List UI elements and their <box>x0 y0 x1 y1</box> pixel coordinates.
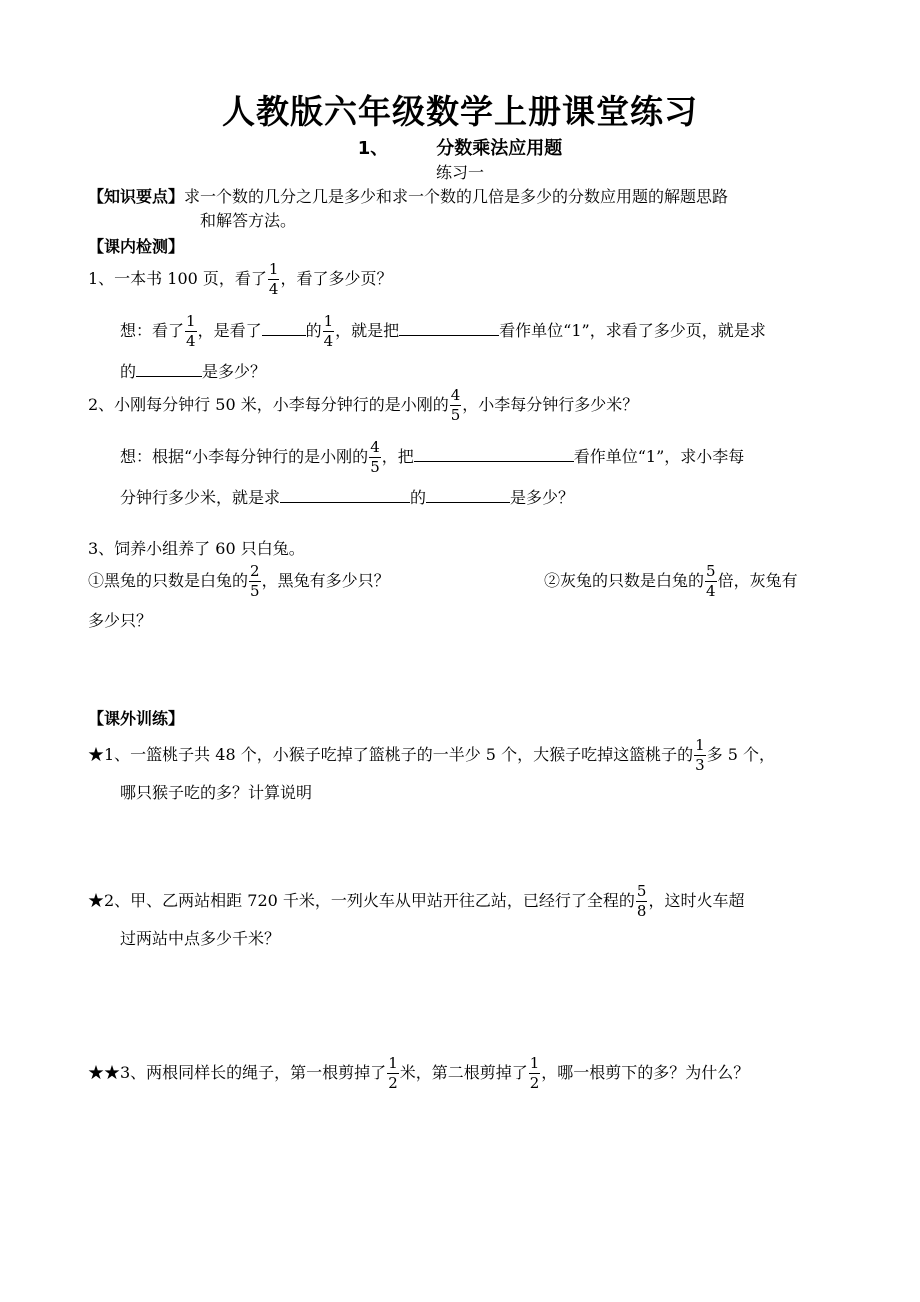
q1-fraction <box>268 262 280 297</box>
extra-q3-fraction-2 <box>529 1056 541 1091</box>
q3-part1-fraction <box>249 564 261 599</box>
in-class-q3-intro: 3、饲养小组养了 60 只白兔。 <box>88 539 305 558</box>
fraction-denominator: 3 <box>695 756 705 774</box>
q1-hint-b: ，是看了 <box>197 321 262 340</box>
extra-q2-b: ，这时火车超 <box>648 891 745 910</box>
extra-q3 <box>88 1056 749 1091</box>
extra-q3-c: ，哪一根剪下的多？为什么？ <box>541 1063 750 1082</box>
extra-q2-line-2: 过两站中点多少千米？ <box>120 929 281 948</box>
in-class-q1 <box>88 262 392 297</box>
q1-hint-a: 想：看了 <box>120 321 185 340</box>
q1-hint-fraction-1 <box>185 314 197 349</box>
fraction-numerator: 4 <box>450 386 461 404</box>
section-number: 1、 <box>357 138 389 159</box>
answer-blank[interactable] <box>399 319 499 336</box>
q3-part1-a: ①黑兔的只数是白兔的 <box>88 571 249 590</box>
answer-blank[interactable] <box>136 360 202 377</box>
fraction-denominator: 8 <box>636 902 647 920</box>
extra-q1-b: 多 5 个， <box>706 745 775 764</box>
q2-text-b: ，小李每分钟行多少米？ <box>462 395 639 414</box>
fraction-denominator: 5 <box>250 582 260 600</box>
q1-hint-c: 的 <box>305 321 322 340</box>
q2-hint-d: 分钟行多少米，就是求 <box>120 488 281 507</box>
fraction-denominator: 4 <box>186 332 196 350</box>
answer-blank[interactable] <box>414 445 574 462</box>
fraction-numerator: 1 <box>529 1054 540 1072</box>
q3-part2-fraction <box>705 564 717 599</box>
extra-q2-fraction <box>636 884 648 919</box>
answer-blank[interactable] <box>426 486 510 503</box>
q1-hint-e: 看作单位“1”，求看了多少页，就是求 <box>499 321 766 340</box>
q1-hint-g: 的 <box>120 362 137 381</box>
q1-hint-line-1 <box>120 314 766 349</box>
fraction-numerator: 4 <box>370 438 380 456</box>
q2-hint-e: 的 <box>410 488 427 507</box>
fraction-numerator: 1 <box>323 312 334 330</box>
knowledge-text-2: 和解答方法。 <box>200 211 297 230</box>
fraction-numerator: 1 <box>695 736 705 754</box>
extra-q3-b: 米，第二根剪掉了 <box>399 1063 528 1082</box>
extra-label: 【课外训练】 <box>88 709 185 728</box>
q2-hint-g: 是多少？ <box>510 488 575 507</box>
q3-part2-a: ②灰兔的只数是白兔的 <box>544 571 705 590</box>
q2-text-a: 2、小刚每分钟行 50 米，小李每分钟行的是小刚的 <box>88 395 449 414</box>
fraction-denominator: 4 <box>323 332 334 350</box>
fraction-numerator: 1 <box>268 260 279 278</box>
knowledge-line-1 <box>88 186 728 208</box>
answer-blank[interactable] <box>280 486 410 503</box>
extra-q3-a: ★★3、两根同样长的绳子，第一根剪掉了 <box>88 1063 387 1082</box>
q1-text-b: ，看了多少页？ <box>280 269 393 288</box>
q1-hint-h: 是多少？ <box>202 362 267 381</box>
extra-q2-line-1 <box>88 884 744 919</box>
extra-q2-a: ★2、甲、乙两站相距 720 千米，一列火车从甲站开往乙站，已经行了全程的 <box>88 891 635 910</box>
fraction-numerator: 5 <box>636 882 647 900</box>
in-class-q3-part-2 <box>544 564 798 599</box>
fraction-denominator: 2 <box>388 1074 398 1092</box>
in-class-q3-part-1 <box>88 564 390 599</box>
q2-hint-line-1 <box>120 440 744 475</box>
q3-part2-c: 多少只？ <box>88 611 153 630</box>
extra-q1-a: ★1、一篮桃子共 48 个，小猴子吃掉了篮桃子的一半少 5 个，大猴子吃掉这篮桃子的 <box>88 745 694 764</box>
fraction-numerator: 1 <box>186 312 196 330</box>
q1-hint-line-2 <box>120 360 266 383</box>
fraction-numerator: 1 <box>388 1054 398 1072</box>
extra-q1-line-2: 哪只猴子吃的多？计算说明 <box>120 783 313 802</box>
exercise-name: 练习一 <box>435 163 484 182</box>
fraction-numerator: 2 <box>250 562 260 580</box>
answer-blank[interactable] <box>262 319 306 336</box>
fraction-denominator: 2 <box>529 1074 540 1092</box>
q3-part1-b: ，黑兔有多少只？ <box>261 571 390 590</box>
q2-hint-a: 想：根据“小李每分钟行的是小刚的 <box>120 447 369 466</box>
q2-hint-line-2 <box>120 486 574 509</box>
knowledge-text-1: 求一个数的几分之几是多少和求一个数的几倍是多少的分数应用题的解题思路 <box>184 187 729 206</box>
in-class-label: 【课内检测】 <box>88 237 185 256</box>
fraction-denominator: 5 <box>370 458 380 476</box>
q1-hint-d: ，就是把 <box>335 321 400 340</box>
extra-q1-line-1 <box>88 738 775 773</box>
extra-q3-fraction-1 <box>387 1056 399 1091</box>
q2-hint-c: 看作单位“1”，求小李每 <box>573 447 745 466</box>
in-class-q2 <box>88 388 638 423</box>
fraction-denominator: 5 <box>450 406 461 424</box>
q2-hint-b: ，把 <box>381 447 414 466</box>
q2-fraction <box>450 388 462 423</box>
q2-hint-fraction <box>369 440 381 475</box>
extra-q1-fraction <box>694 738 706 773</box>
knowledge-label: 【知识要点】 <box>88 187 185 206</box>
q1-hint-fraction-2 <box>323 314 335 349</box>
q1-text-a: 1、一本书 100 页，看了 <box>88 269 267 288</box>
page-title: 人教版六年级数学上册课堂练习 <box>222 92 698 131</box>
fraction-numerator: 5 <box>706 562 716 580</box>
section-title: 分数乘法应用题 <box>436 138 563 159</box>
section-subtitle <box>0 134 920 160</box>
fraction-denominator: 4 <box>706 582 716 600</box>
fraction-denominator: 4 <box>268 280 279 298</box>
q3-part2-b: 倍，灰兔有 <box>717 571 798 590</box>
